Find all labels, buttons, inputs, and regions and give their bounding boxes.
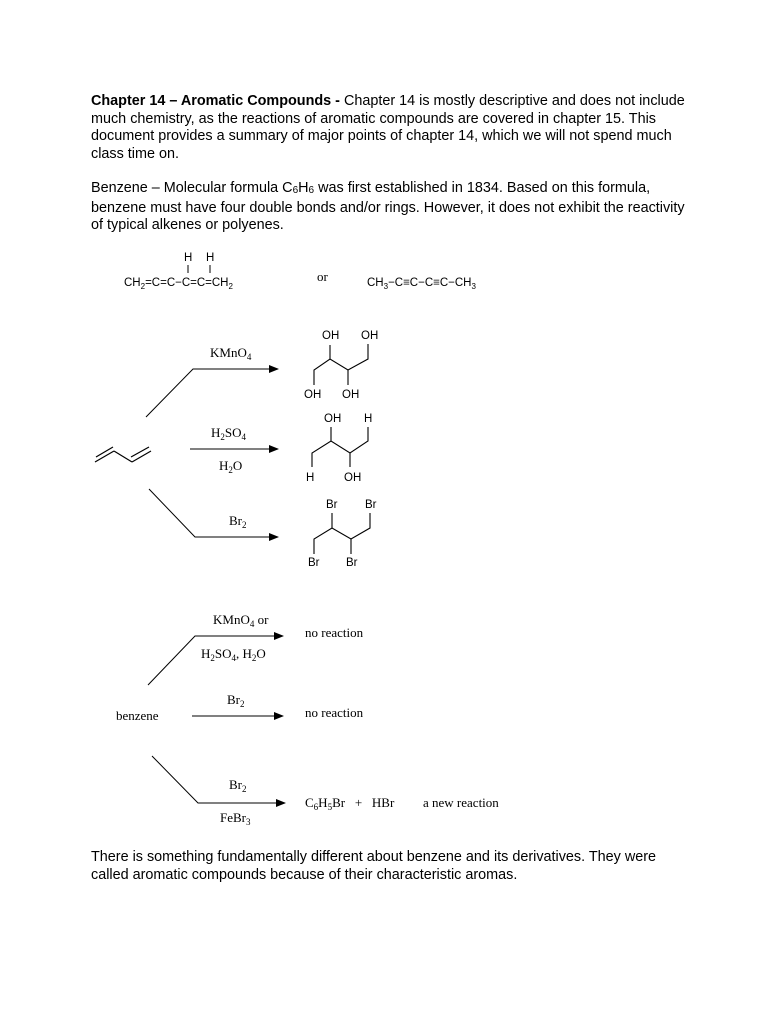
h-atom-2: H (206, 252, 215, 264)
result-no-reaction-1: no reaction (305, 625, 364, 640)
cumulene-text: $CH_2=C=C-C=C=CH_2$ (124, 277, 233, 291)
chapter-title: Chapter 14 – Aromatic Compounds - (91, 93, 340, 109)
br-label: Br (308, 557, 320, 569)
diyne-formula: $CH_3-C\equiv C-C\equiv C-CH_3$ (367, 277, 476, 291)
result-new-reaction: a new reaction (423, 795, 499, 810)
oh-label: OH (304, 389, 322, 401)
br-label: Br (365, 499, 377, 511)
reagent-kmno4: KMnO$_4$ (210, 345, 252, 362)
oh-label: OH (344, 472, 362, 484)
product-bromobenzene: $C_6H_5Br$ + HBr (305, 795, 395, 812)
reagent-br2-c: $Br_2$ (229, 777, 247, 794)
oh-label: OH (361, 330, 379, 342)
reagent-h2so4: $H_2SO_4$ (211, 425, 247, 442)
or-label: or (317, 269, 328, 284)
benzene-label: benzene (116, 708, 159, 723)
reagent-kmno4-or: KMnO$_4$ or (213, 612, 269, 629)
br-label: Br (346, 557, 358, 569)
reagent-febr3: FeBr$_3$ (220, 810, 251, 827)
formula-sub-h: 6 (308, 185, 315, 196)
oh-label: OH (324, 413, 342, 425)
h-atom-1: H (184, 252, 193, 264)
cumulene-formula (124, 252, 234, 291)
formula-sub-c: 6 (292, 185, 299, 196)
reagent-h2so4-h2o: $H_2SO_4$, $H_2O$ (201, 646, 266, 663)
reagent-h2o: $H_2O$ (219, 458, 243, 475)
oh-label: OH (342, 389, 360, 401)
arrow-br2 (149, 489, 278, 537)
h-label: H (306, 472, 315, 484)
benzene-text-a: Benzene – Molecular formula C (91, 180, 293, 196)
oh-label: OH (322, 330, 340, 342)
butadiene-molecule (95, 447, 151, 462)
arrow-br2-febr3 (152, 756, 285, 803)
product-tetrabromide (308, 499, 377, 569)
arrow-kmno4 (146, 369, 278, 417)
benzene-text-h: H (298, 180, 309, 196)
closing-paragraph: There is something fundamentally different about benzene and its derivatives. They were called aromatic compounds because of their characteristic aromas. (91, 849, 657, 883)
product-tetraol (304, 330, 378, 401)
benzene-text-b: was first established in 1834. Based on this formula, benzene must have four double bonds and/or rings. However, it does not exhibit the reactivity of typical alkenes or polyenes. (91, 180, 685, 234)
h-label: H (364, 413, 373, 425)
result-no-reaction-2: no reaction (305, 705, 364, 720)
intro-body: Chapter 14 is mostly descriptive and does not include much chemistry, as the reactions of aromatic compounds are covered in chapter 15. This document provides a summary of major points of chapter 14, which we will not spend much class time on. (91, 93, 685, 162)
br-label: Br (326, 499, 338, 511)
product-diol (306, 413, 372, 484)
reagent-br2: $Br_2$ (229, 513, 247, 530)
reagent-br2-b: $Br_2$ (227, 692, 245, 709)
